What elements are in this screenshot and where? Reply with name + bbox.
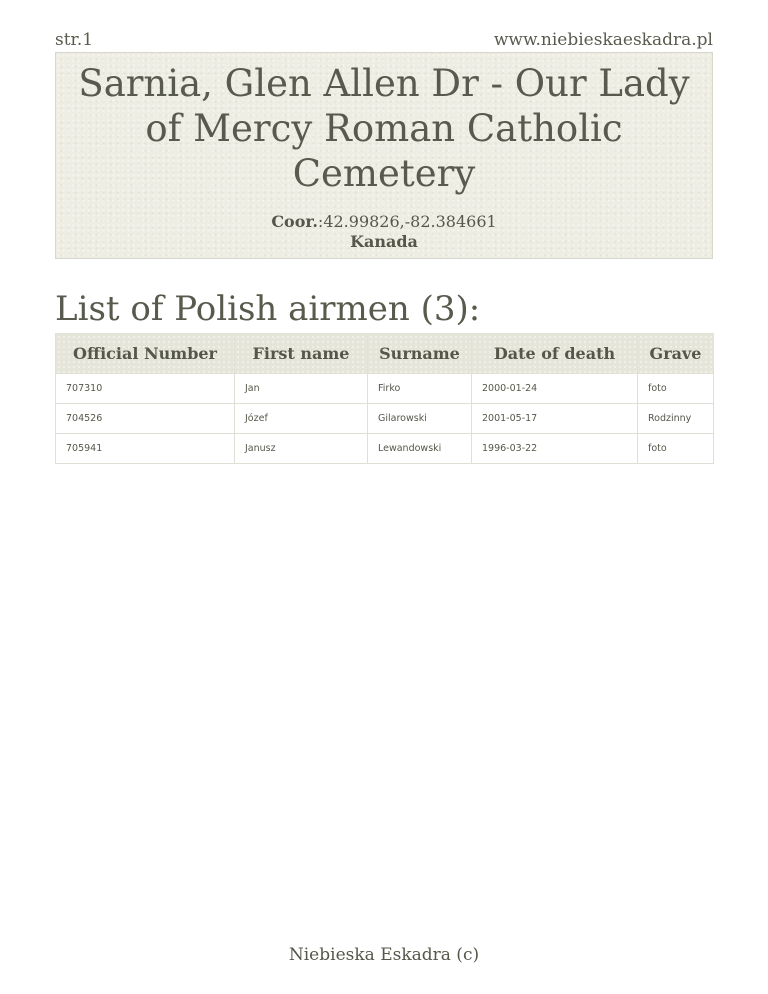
column-header-date-of-death: Date of death <box>472 334 638 374</box>
column-header-first-name: First name <box>235 334 368 374</box>
surname-cell: Lewandowski <box>368 434 472 464</box>
column-header-grave: Grave <box>638 334 714 374</box>
official-number-cell: 705941 <box>56 434 235 464</box>
date-of-death-cell: 1996-03-22 <box>472 434 638 464</box>
surname-cell: Gilarowski <box>368 404 472 434</box>
date-of-death-cell: 2000-01-24 <box>472 374 638 404</box>
page-footer: Niebieska Eskadra (c) <box>288 945 480 965</box>
grave-cell: Rodzinny <box>638 404 714 434</box>
table-row <box>56 374 714 404</box>
table-row <box>56 404 714 434</box>
grave-link[interactable]: foto <box>638 434 714 464</box>
cemetery-header-box <box>55 52 713 259</box>
official-number-cell: 704526 <box>56 404 235 434</box>
table-header-row <box>56 334 714 374</box>
surname-cell: Firko <box>368 374 472 404</box>
coordinates-label: Coor. <box>271 212 318 231</box>
airmen-list-heading: List of Polish airmen (3): <box>55 289 481 329</box>
coordinates <box>56 212 712 232</box>
coordinates-value: :42.99826,-82.384661 <box>317 212 497 231</box>
date-of-death-cell: 2001-05-17 <box>472 404 638 434</box>
airmen-table <box>55 333 714 464</box>
column-header-surname: Surname <box>368 334 472 374</box>
cemetery-title: Sarnia, Glen Allen Dr - Our Lady of Mercy Roman Catholic Cemetery <box>78 62 690 195</box>
country-name: Kanada <box>350 232 418 251</box>
column-header-official-number: Official Number <box>56 334 235 374</box>
site-url-link[interactable]: www.niebieskaeskadra.pl <box>493 30 713 50</box>
first-name-cell: Janusz <box>235 434 368 464</box>
page-number: str.1 <box>55 30 94 50</box>
first-name-cell: Jan <box>235 374 368 404</box>
official-number-cell: 707310 <box>56 374 235 404</box>
grave-link[interactable]: foto <box>638 374 714 404</box>
page-header-bar <box>55 30 713 53</box>
first-name-cell: Józef <box>235 404 368 434</box>
table-row <box>56 434 714 464</box>
